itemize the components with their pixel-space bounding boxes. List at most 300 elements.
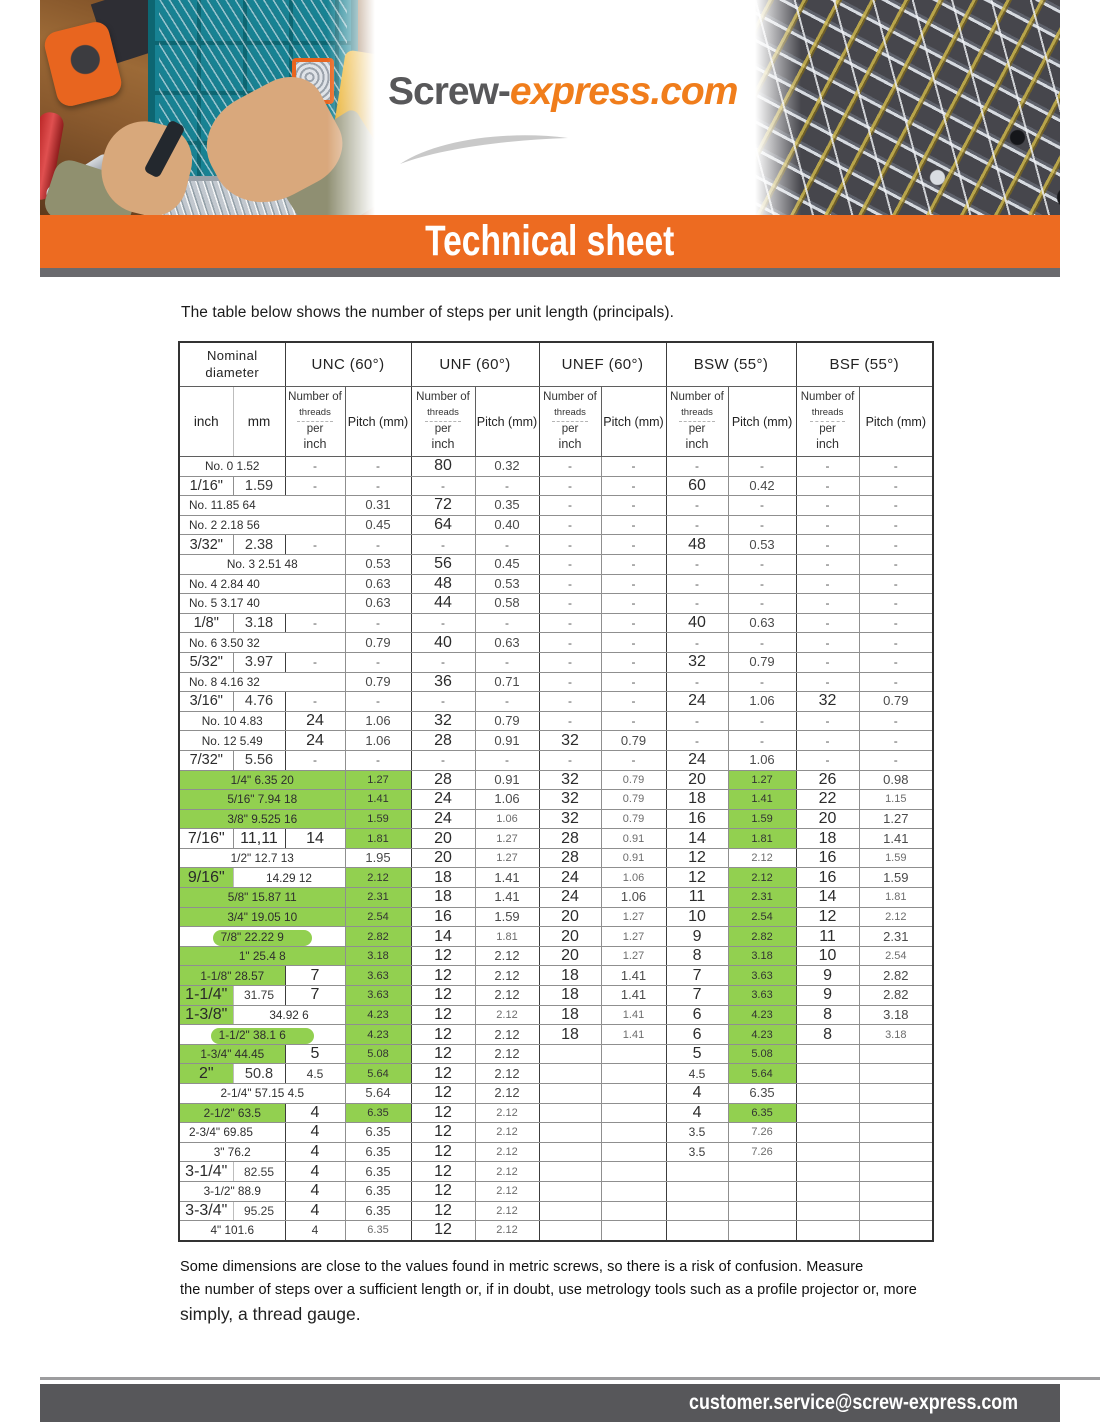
table-cell: 1.59: [859, 848, 933, 868]
table-cell: No. 4 2.84 40: [179, 574, 345, 594]
table-cell: -: [411, 692, 475, 712]
col-group-unc: UNC (60°): [285, 342, 411, 387]
table-cell: [601, 1162, 666, 1182]
table-cell: 9/16": [179, 868, 233, 888]
table-cell: 1.06: [601, 868, 666, 888]
page-header: [40, 0, 1060, 215]
table-cell: 20: [539, 927, 601, 947]
table-cell: -: [666, 633, 728, 653]
table-cell: -: [728, 457, 796, 477]
table-cell: 2.31: [345, 888, 411, 908]
table-cell: [859, 1044, 933, 1064]
table-row: [179, 829, 933, 849]
table-cell: 2.12: [475, 1142, 539, 1162]
table-cell: 4.23: [728, 1025, 796, 1045]
table-cell: [539, 1064, 601, 1084]
table-cell: 6: [666, 1005, 728, 1025]
table-cell: 2.38: [233, 535, 285, 555]
table-cell: No. 6 3.50 32: [179, 633, 345, 653]
table-cell: 1.59: [233, 476, 285, 496]
table-cell: 36: [411, 672, 475, 692]
table-cell: 2.12: [475, 986, 539, 1006]
table-cell: 0.58: [475, 594, 539, 614]
table-cell: 12: [411, 1162, 475, 1182]
table-cell: 6.35: [345, 1142, 411, 1162]
table-cell: 2.82: [345, 927, 411, 947]
table-cell: 0.79: [345, 672, 411, 692]
table-row: [179, 574, 933, 594]
col-header-inch: inch: [179, 387, 233, 457]
table-cell: -: [859, 652, 933, 672]
table-cell: 3-1/2" 88.9: [179, 1181, 285, 1201]
table-cell: 1.81: [859, 888, 933, 908]
table-cell: 3/8" 9.525 16: [179, 809, 345, 829]
table-cell: 4.76: [233, 692, 285, 712]
table-row: [179, 1201, 933, 1221]
table-cell: -: [796, 594, 859, 614]
thread-table: [178, 341, 934, 1242]
table-cell: [539, 1044, 601, 1064]
table-cell: -: [728, 711, 796, 731]
table-cell: 1-1/8" 28.57: [179, 966, 285, 986]
table-cell: 1-3/8": [179, 1005, 233, 1025]
table-cell: -: [601, 476, 666, 496]
table-row: [179, 927, 933, 947]
table-cell: 12: [411, 1103, 475, 1123]
table-cell: -: [859, 633, 933, 653]
table-cell: [796, 1221, 859, 1241]
table-cell: 4.23: [345, 1005, 411, 1025]
table-cell: 12: [411, 1123, 475, 1143]
table-cell: -: [728, 574, 796, 594]
table-cell: 95.25: [233, 1201, 285, 1221]
table-cell: -: [601, 496, 666, 516]
table-cell: 24: [666, 750, 728, 770]
table-cell: -: [859, 731, 933, 751]
table-cell: 2.12: [475, 1084, 539, 1104]
col-group-nominal-diameter: Nominal diameter: [179, 342, 285, 387]
table-cell: 12: [411, 1064, 475, 1084]
table-cell: 7/16": [179, 829, 233, 849]
table-cell: 18: [411, 888, 475, 908]
table-row: [179, 1181, 933, 1201]
table-cell: -: [728, 496, 796, 516]
table-cell: -: [666, 457, 728, 477]
table-cell: 6.35: [345, 1221, 411, 1241]
table-cell: 1.41: [601, 1005, 666, 1025]
table-cell: 24: [539, 888, 601, 908]
photo-fade: [755, 0, 801, 215]
table-cell: 1/2" 12.7 13: [179, 848, 345, 868]
table-cell: 64: [411, 515, 475, 535]
table-cell: 0.79: [601, 731, 666, 751]
table-row: [179, 457, 933, 477]
table-cell: 14: [411, 927, 475, 947]
table-cell: -: [539, 476, 601, 496]
table-cell: 7.26: [728, 1142, 796, 1162]
table-cell: 4: [285, 1201, 345, 1221]
table-cell: 12: [411, 1005, 475, 1025]
table-cell: 6.35: [345, 1162, 411, 1182]
table-cell: -: [728, 633, 796, 653]
table-cell: -: [539, 457, 601, 477]
table-cell: 2.12: [728, 868, 796, 888]
table-cell: 0.79: [859, 692, 933, 712]
table-cell: 3/32": [179, 535, 233, 555]
table-cell: -: [859, 750, 933, 770]
table-cell: 0.31: [345, 496, 411, 516]
table-cell: 2.54: [345, 907, 411, 927]
table-row: [179, 515, 933, 535]
table-cell: [796, 1142, 859, 1162]
table-cell: 1.59: [345, 809, 411, 829]
table-cell: 3/16": [179, 692, 233, 712]
table-cell: -: [796, 613, 859, 633]
table-cell: -: [601, 554, 666, 574]
table-cell: 1/16": [179, 476, 233, 496]
table-cell: -: [601, 535, 666, 555]
table-cell: -: [728, 731, 796, 751]
table-cell: -: [601, 515, 666, 535]
table-cell: 0.53: [345, 554, 411, 574]
table-cell: 1.27: [345, 770, 411, 790]
table-cell: 5.08: [728, 1044, 796, 1064]
table-cell: 7: [666, 986, 728, 1006]
col-group-bsf: BSF (55°): [796, 342, 933, 387]
table-cell: 32: [539, 770, 601, 790]
logo-part-orange: express.com: [509, 70, 738, 113]
table-cell: 1.59: [728, 809, 796, 829]
table-cell: -: [796, 496, 859, 516]
table-cell: 20: [411, 829, 475, 849]
table-cell: 0.79: [601, 790, 666, 810]
table-cell: 5.64: [728, 1064, 796, 1084]
table-cell: 4: [285, 1181, 345, 1201]
table-cell: 0.45: [475, 554, 539, 574]
table-cell: 34.92 6: [233, 1005, 345, 1025]
table-row: [179, 750, 933, 770]
table-cell: 0.98: [859, 770, 933, 790]
col-header-threads-per-inch: Number of threads per inch: [666, 387, 728, 457]
table-cell: -: [796, 457, 859, 477]
table-cell: 2.12: [859, 907, 933, 927]
table-cell: -: [539, 574, 601, 594]
table-cell: 0.79: [728, 652, 796, 672]
table-cell: 3.5: [666, 1123, 728, 1143]
table-cell: -: [859, 711, 933, 731]
table-cell: 18: [411, 868, 475, 888]
table-cell: 1.06: [728, 692, 796, 712]
footnote-line: simply, a thread gauge.: [180, 1304, 361, 1324]
table-cell: -: [728, 515, 796, 535]
table-cell: 5.56: [233, 750, 285, 770]
intro-text: The table below shows the number of steps per unit length (principals).: [181, 304, 675, 321]
table-cell: [601, 1064, 666, 1084]
table-cell: 6.35: [728, 1084, 796, 1104]
table-cell: -: [475, 652, 539, 672]
table-cell: 12: [411, 1044, 475, 1064]
footer-divider: [40, 1377, 1100, 1380]
table-cell: 4: [666, 1084, 728, 1104]
table-cell: 0.45: [345, 515, 411, 535]
table-cell: -: [666, 672, 728, 692]
table-cell: 26: [796, 770, 859, 790]
table-cell: -: [345, 692, 411, 712]
table-cell: -: [475, 750, 539, 770]
table-cell: -: [796, 554, 859, 574]
table-cell: 0.40: [475, 515, 539, 535]
table-cell: 32: [539, 809, 601, 829]
table-cell: -: [601, 594, 666, 614]
table-cell: [859, 1221, 933, 1241]
table-cell: 2.31: [728, 888, 796, 908]
table-cell: 9: [796, 966, 859, 986]
table-cell: [859, 1181, 933, 1201]
table-row: [179, 848, 933, 868]
col-header-mm: mm: [233, 387, 285, 457]
table-cell: 5: [666, 1044, 728, 1064]
col-header-pitch-mm: Pitch (mm): [475, 387, 539, 457]
table-cell: 2.12: [475, 1162, 539, 1182]
table-cell: 1.06: [475, 790, 539, 810]
table-cell: 2.12: [475, 1103, 539, 1123]
table-cell: 1.27: [601, 907, 666, 927]
table-cell: 2": [179, 1064, 233, 1084]
table-cell: -: [796, 711, 859, 731]
table-cell: 1/4" 6.35 20: [179, 770, 345, 790]
table-cell: 3.5: [666, 1142, 728, 1162]
table-cell: 50.8: [233, 1064, 285, 1084]
table-cell: [796, 1201, 859, 1221]
workbench-photo: [40, 0, 375, 215]
table-cell: -: [411, 535, 475, 555]
table-cell: No. 10 4.83: [179, 711, 285, 731]
table-cell: 2.12: [475, 946, 539, 966]
table-row: [179, 1142, 933, 1162]
table-cell: 1.27: [475, 829, 539, 849]
table-cell: 1.41: [601, 986, 666, 1006]
table-cell: 2.31: [859, 927, 933, 947]
table-cell: 1.06: [601, 888, 666, 908]
table-cell: [859, 1064, 933, 1084]
table-cell: 2.54: [728, 907, 796, 927]
table-cell: 3.63: [728, 966, 796, 986]
table-cell: 1.81: [475, 927, 539, 947]
table-row: [179, 731, 933, 751]
table-cell: -: [859, 476, 933, 496]
table-cell: 0.42: [728, 476, 796, 496]
table-cell: 1.81: [728, 829, 796, 849]
table-cell: 4.23: [728, 1005, 796, 1025]
table-cell: 3-3/4": [179, 1201, 233, 1221]
table-cell: -: [285, 652, 345, 672]
table-cell: 18: [796, 829, 859, 849]
table-cell: 11: [796, 927, 859, 947]
table-cell: -: [411, 613, 475, 633]
table-cell: 2-1/4" 57.15 4.5: [179, 1084, 345, 1104]
table-cell: -: [539, 711, 601, 731]
table-cell: -: [859, 672, 933, 692]
table-cell: 6.35: [345, 1103, 411, 1123]
table-cell: -: [475, 613, 539, 633]
table-cell: 12: [411, 1181, 475, 1201]
table-cell: -: [601, 672, 666, 692]
table-cell: 82.55: [233, 1162, 285, 1182]
table-row: [179, 613, 933, 633]
table-cell: 5/32": [179, 652, 233, 672]
table-cell: 44: [411, 594, 475, 614]
table-cell: 3.63: [728, 986, 796, 1006]
table-cell: 32: [796, 692, 859, 712]
table-cell: 1-3/4" 44.45: [179, 1044, 285, 1064]
table-cell: 10: [666, 907, 728, 927]
table-cell: 14.29 12: [233, 868, 345, 888]
table-cell: -: [601, 750, 666, 770]
table-cell: [728, 1162, 796, 1182]
table-cell: 8: [796, 1005, 859, 1025]
table-cell: [796, 1084, 859, 1104]
footnote: [180, 1256, 980, 1327]
table-cell: 16: [796, 848, 859, 868]
table-cell: [666, 1181, 728, 1201]
table-cell: 24: [411, 790, 475, 810]
col-header-threads-per-inch: Number of threads per inch: [285, 387, 345, 457]
table-cell: [796, 1162, 859, 1182]
table-cell: 2.82: [728, 927, 796, 947]
table-cell: No. 3 2.51 48: [179, 554, 345, 574]
table-cell: -: [285, 476, 345, 496]
table-cell: 1.15: [859, 790, 933, 810]
table-cell: 0.79: [475, 711, 539, 731]
table-cell: [539, 1142, 601, 1162]
table-cell: 20: [411, 848, 475, 868]
table-cell: 7/32": [179, 750, 233, 770]
table-cell: 5.64: [345, 1084, 411, 1104]
table-cell: 2.12: [475, 1181, 539, 1201]
table-cell: -: [601, 652, 666, 672]
table-row: [179, 868, 933, 888]
table-cell: [666, 1162, 728, 1182]
table-cell: 5.64: [345, 1064, 411, 1084]
table-row: [179, 946, 933, 966]
table-cell: -: [475, 535, 539, 555]
table-cell: 24: [285, 711, 345, 731]
table-cell: 0.63: [475, 633, 539, 653]
table-cell: -: [411, 750, 475, 770]
table-cell: 3.18: [859, 1005, 933, 1025]
table-cell: 1.41: [601, 966, 666, 986]
col-header-pitch-mm: Pitch (mm): [859, 387, 933, 457]
table-cell: -: [345, 535, 411, 555]
table-cell: 14: [796, 888, 859, 908]
col-header-pitch-mm: Pitch (mm): [345, 387, 411, 457]
table-cell: 20: [666, 770, 728, 790]
table-cell: 3.97: [233, 652, 285, 672]
table-cell: 1.06: [345, 711, 411, 731]
table-cell: -: [345, 457, 411, 477]
table-cell: No. 11.85 64: [179, 496, 345, 516]
table-cell: [666, 1201, 728, 1221]
table-cell: 18: [539, 966, 601, 986]
table-cell: [539, 1103, 601, 1123]
table-cell: 2.82: [859, 986, 933, 1006]
table-cell: 12: [666, 868, 728, 888]
table-cell: -: [539, 652, 601, 672]
table-cell: 4: [285, 1162, 345, 1182]
table-cell: 56: [411, 554, 475, 574]
table-cell: 2.12: [475, 1005, 539, 1025]
table-cell: No. 8 4.16 32: [179, 672, 345, 692]
table-cell: 1.06: [728, 750, 796, 770]
table-cell: 1.06: [475, 809, 539, 829]
table-cell: [859, 1123, 933, 1143]
table-cell: -: [666, 496, 728, 516]
table-cell: -: [666, 594, 728, 614]
table-cell: -: [539, 633, 601, 653]
table-row: [179, 594, 933, 614]
col-header-threads-per-inch: Number of threads per inch: [539, 387, 601, 457]
table-cell: -: [859, 457, 933, 477]
table-cell: 20: [539, 946, 601, 966]
table-cell: 24: [539, 868, 601, 888]
table-cell: [539, 1123, 601, 1143]
table-cell: 0.91: [601, 829, 666, 849]
logo-swoosh-icon: [396, 128, 571, 168]
table-cell: -: [859, 613, 933, 633]
table-cell: No. 0 1.52: [179, 457, 285, 477]
table-body: [179, 457, 933, 1241]
table-cell: 32: [539, 790, 601, 810]
table-cell: 0.63: [345, 594, 411, 614]
table-cell: 2.82: [859, 966, 933, 986]
table-cell: 1-1/2" 38.1 6: [179, 1025, 345, 1045]
col-header-threads-per-inch: Number of threads per inch: [411, 387, 475, 457]
table-cell: [601, 1103, 666, 1123]
table-cell: -: [601, 574, 666, 594]
table-cell: 0.91: [475, 731, 539, 751]
footnote-line: Some dimensions are close to the values found in metric screws, so there is a risk of confusion. Measure: [180, 1259, 864, 1275]
table-cell: 20: [796, 809, 859, 829]
col-group-unf: UNF (60°): [411, 342, 539, 387]
table-cell: [859, 1162, 933, 1182]
table-cell: 4" 101.6: [179, 1221, 285, 1241]
table-cell: -: [285, 692, 345, 712]
table-cell: -: [796, 535, 859, 555]
table-cell: 32: [666, 652, 728, 672]
col-header-pitch-mm: Pitch (mm): [601, 387, 666, 457]
table-cell: 12: [411, 1201, 475, 1221]
table-cell: 8: [796, 1025, 859, 1045]
table-cell: 3.18: [728, 946, 796, 966]
table-row: [179, 692, 933, 712]
title-banner: [40, 215, 1060, 268]
table-cell: -: [345, 750, 411, 770]
table-cell: -: [539, 515, 601, 535]
col-header-pitch-mm: Pitch (mm): [728, 387, 796, 457]
table-cell: 1/8": [179, 613, 233, 633]
table-cell: -: [859, 594, 933, 614]
table-cell: [601, 1201, 666, 1221]
table-cell: [666, 1221, 728, 1241]
table-cell: -: [859, 574, 933, 594]
table-cell: 1.27: [601, 946, 666, 966]
table-cell: 2.12: [475, 1123, 539, 1143]
table-cell: 48: [666, 535, 728, 555]
page-title: Technical sheet: [425, 217, 675, 265]
table-cell: 3.63: [345, 986, 411, 1006]
table-cell: 12: [411, 1025, 475, 1045]
table-cell: 60: [666, 476, 728, 496]
